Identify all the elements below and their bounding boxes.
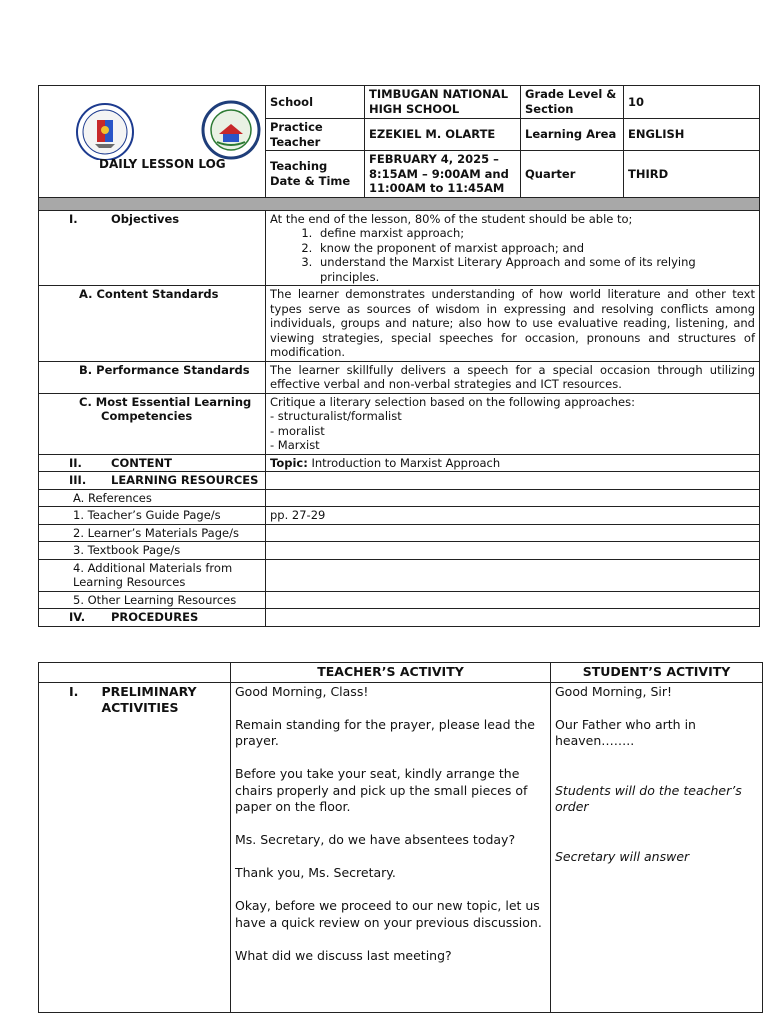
- resource-label: 5. Other Learning Resources: [39, 591, 266, 609]
- teacher-line: Ms. Secretary, do we have absentees today?: [235, 832, 516, 847]
- competencies-content: Critique a literary selection based on the following approaches: - structuralist/formalist - moralist - Marxist: [266, 393, 760, 454]
- objectives-label: I. Objectives: [39, 210, 266, 286]
- teacher-label: Practice Teacher: [266, 119, 365, 151]
- area-label: Learning Area: [521, 119, 624, 151]
- student-line: Students will do the teacher’s order: [555, 782, 742, 814]
- objective-item: 2. know the proponent of marxist approach; and: [316, 241, 755, 256]
- teacher-line: Before you take your seat, kindly arrange the chairs properly and pick up the small pieces of paper on the floor.: [235, 766, 528, 814]
- objective-item: 1. define marxist approach;: [316, 226, 755, 241]
- objectives-list: [270, 226, 755, 284]
- school-label: School: [266, 86, 365, 119]
- teacher-line: Good Morning, Class!: [235, 683, 369, 699]
- resource-label: 3. Textbook Page/s: [39, 542, 266, 560]
- grade-value: 10: [624, 86, 760, 119]
- teacher-line: Thank you, Ms. Secretary.: [235, 865, 396, 880]
- objectives-content: [266, 210, 760, 286]
- student-activity-content: [551, 682, 763, 1012]
- teacher-value: EZEKIEL M. OLARTE: [365, 119, 521, 151]
- quarter-value: THIRD: [624, 151, 760, 198]
- competency-item: - Marxist: [270, 438, 320, 452]
- preliminary-activities-label: I. PRELIMINARY ACTIVITIES: [39, 682, 231, 1012]
- resource-label: 4. Additional Materials from Learning Resources: [39, 559, 266, 591]
- content-topic: Topic: Introduction to Marxist Approach: [266, 454, 760, 472]
- grade-label: Grade Level & Section: [521, 86, 624, 119]
- learning-resources-label: III. LEARNING RESOURCES: [39, 472, 266, 490]
- school-seal-icon: [203, 102, 259, 158]
- header-logo-cell: [39, 86, 266, 198]
- school-value: TIMBUGAN NATIONAL HIGH SCHOOL: [365, 86, 521, 119]
- quarter-label: Quarter: [521, 151, 624, 198]
- student-line: Good Morning, Sir!: [555, 683, 672, 699]
- teacher-line: What did we discuss last meeting?: [235, 947, 452, 963]
- lesson-log-table: [38, 85, 760, 627]
- competency-item: - moralist: [270, 423, 325, 438]
- resource-value: [266, 591, 760, 609]
- date-label: Teaching Date & Time: [266, 151, 365, 198]
- divider-band: [39, 197, 760, 210]
- resource-value: [266, 524, 760, 542]
- teacher-activity-header: TEACHER’S ACTIVITY: [231, 663, 551, 683]
- activities-table: [38, 662, 763, 1013]
- objective-item: 3. understand the Marxist Literary Approach and some of its relying principles.: [316, 255, 755, 284]
- date-value: FEBRUARY 4, 2025 – 8:15AM – 9:00AM and 11:00AM to 11:45AM: [365, 151, 521, 198]
- content-label: II. CONTENT: [39, 454, 266, 472]
- references-label: A. References: [39, 489, 266, 507]
- teacher-activity-content: [231, 682, 551, 1012]
- teacher-line: Remain standing for the prayer, please lead the prayer.: [235, 716, 535, 748]
- resource-value: pp. 27-29: [266, 507, 760, 525]
- teacher-line: Okay, before we proceed to our new topic, let us have a quick review on your previous discussion.: [235, 898, 542, 930]
- page-title: DAILY LESSON LOG: [99, 157, 226, 171]
- performance-standards-label: B. Performance Standards: [39, 361, 266, 393]
- school-logos: [73, 100, 263, 160]
- content-standards-label: A. Content Standards: [39, 286, 266, 362]
- content-standards-text: The learner demonstrates understanding of how world literature and other text types serve as sources of wisdom in expressing and resolving conflicts among individuals, groups and nature; also how to use evaluative reading, listening, and viewing strategies, special speeches for occasion, pronouns and structures of modification.: [266, 286, 760, 362]
- resource-label: 2. Learner’s Materials Page/s: [39, 524, 266, 542]
- student-line: Secretary will answer: [555, 848, 690, 864]
- competency-item: - structuralist/formalist: [270, 409, 402, 423]
- student-line: Our Father who arth in heaven……..: [555, 716, 696, 748]
- objectives-intro: At the end of the lesson, 80% of the student should be able to;: [270, 211, 633, 226]
- student-activity-header: STUDENT’S ACTIVITY: [551, 663, 763, 683]
- procedures-label: IV. PROCEDURES: [39, 609, 266, 627]
- performance-standards-text: The learner skillfully delivers a speech for a special occasion through utilizing effective verbal and non-verbal strategies and ICT resources.: [266, 361, 760, 393]
- deped-seal-icon: [77, 104, 133, 160]
- competencies-label: C. Most Essential Learning Competencies: [39, 393, 266, 454]
- resource-value: [266, 559, 760, 591]
- resource-value: [266, 542, 760, 560]
- resource-label: 1. Teacher’s Guide Page/s: [39, 507, 266, 525]
- area-value: ENGLISH: [624, 119, 760, 151]
